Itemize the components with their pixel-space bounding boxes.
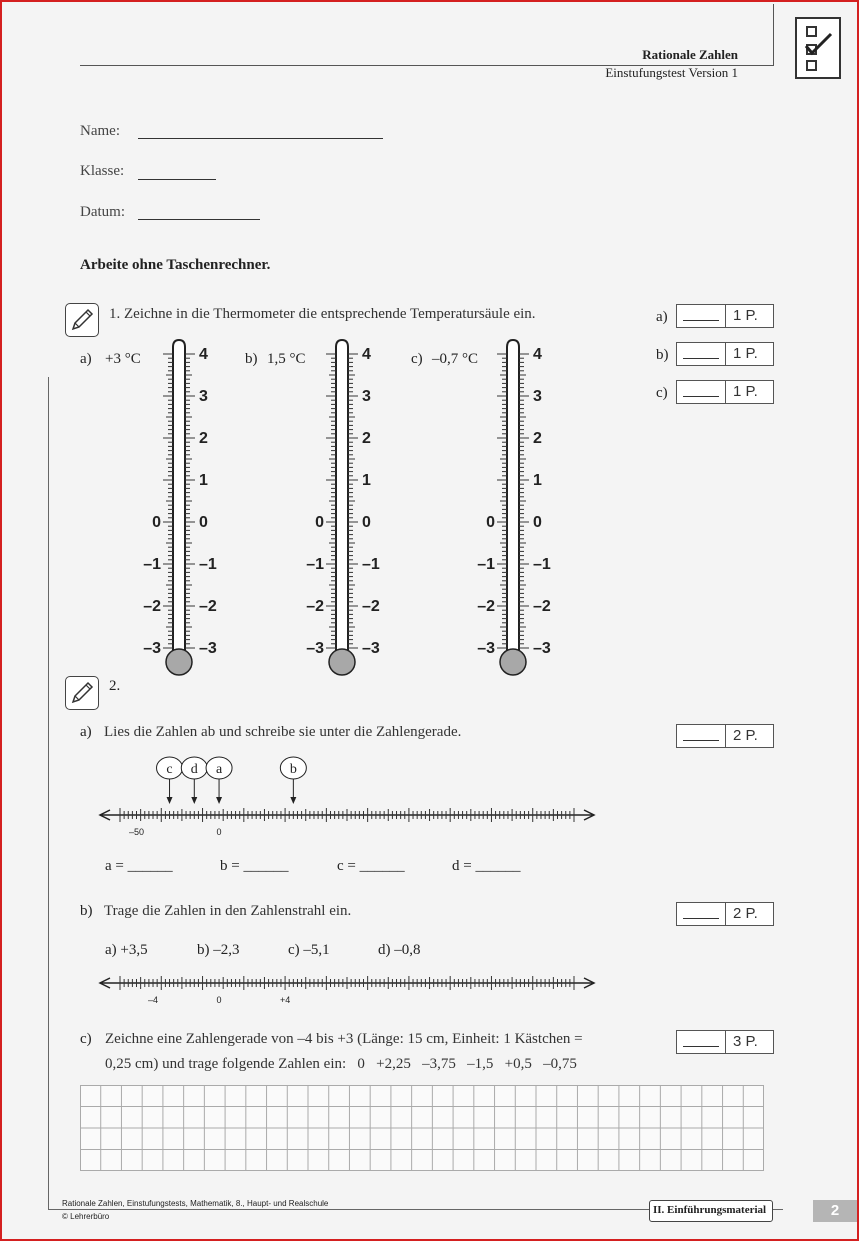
task2b-value-d: d) –0,8 xyxy=(378,942,421,958)
datum-field[interactable] xyxy=(138,219,260,220)
thermometer-scale-label-left: –2 xyxy=(306,598,324,615)
number-line-b[interactable] xyxy=(92,968,602,1008)
thermometer-scale-label-right: 1 xyxy=(362,472,371,489)
thermometer-scale-label-right: –1 xyxy=(362,556,380,573)
score-box-1b[interactable] xyxy=(676,342,774,366)
score-box-1c[interactable] xyxy=(676,380,774,404)
footer-section-tab xyxy=(649,1200,773,1222)
thermometer-scale-label-right: 1 xyxy=(533,472,542,489)
marker-label: b xyxy=(289,762,297,777)
thermometer-temperature: 1,5 °C xyxy=(267,351,306,367)
left-margin-line xyxy=(48,377,49,1209)
thermometer-scale-label-right: –1 xyxy=(533,556,551,573)
thermometer-scale-label-right: –3 xyxy=(199,640,217,657)
klasse-label: Klasse: xyxy=(80,163,125,179)
name-label: Name: xyxy=(80,123,120,139)
header-title: Rationale Zahlen xyxy=(642,47,738,62)
thermometer[interactable] xyxy=(466,337,556,677)
task1-text: 1. Zeichne in die Thermometer die entsprechende Temperatursäule ein. xyxy=(109,306,536,322)
arrow-down-icon xyxy=(191,797,197,804)
number-line-tick-label: –4 xyxy=(148,995,159,1005)
marker-label: a xyxy=(215,762,223,777)
thermometer-scale-label-right: 0 xyxy=(533,514,542,531)
thermometer-bulb xyxy=(500,649,526,675)
datum-label: Datum: xyxy=(80,204,125,220)
arrow-down-icon xyxy=(216,797,222,804)
thermometer-scale-label-right: 3 xyxy=(362,388,371,405)
header-subtitle: Einstufungstest Version 1 xyxy=(605,65,738,80)
name-field[interactable] xyxy=(138,138,383,139)
score-label-c: c) xyxy=(656,385,668,401)
marker-label: d xyxy=(190,762,198,777)
footer-section-label: II. Einführungsmaterial xyxy=(653,1204,767,1216)
thermometer-scale-label-right: 3 xyxy=(199,388,208,405)
score-box-1a[interactable] xyxy=(676,304,774,328)
thermometer-scale-label-left: 0 xyxy=(315,514,324,531)
score-points: 1 P. xyxy=(733,307,758,324)
thermometer-scale-label-right: 0 xyxy=(362,514,371,531)
score-points: 1 P. xyxy=(733,383,758,400)
thermometer[interactable] xyxy=(295,337,385,677)
task2c-label: c) xyxy=(80,1031,92,1047)
score-box-2a[interactable] xyxy=(676,724,774,748)
header-right-rule xyxy=(773,4,774,66)
score-points: 2 P. xyxy=(733,905,758,922)
task2c-line2: 0,25 cm) und trage folgende Zahlen ein: 0 +2,25 –3,75 –1,5 +0,5 –0,75 xyxy=(105,1056,577,1072)
number-line-tick-label: 0 xyxy=(216,995,222,1005)
task2a-label: a) xyxy=(80,724,92,740)
thermometer-scale-label-right: –3 xyxy=(533,640,551,657)
thermometer-tube[interactable] xyxy=(173,340,185,659)
thermometer-bulb xyxy=(329,649,355,675)
thermometer-scale-label-right: 2 xyxy=(199,430,208,447)
task2b-value-b: b) –2,3 xyxy=(197,942,240,958)
footer-text-1: Rationale Zahlen, Einstufungstests, Mathematik, 8., Haupt- und Realschule xyxy=(62,1199,329,1208)
thermometer-scale-label-left: –2 xyxy=(477,598,495,615)
score-label-b: b) xyxy=(656,347,669,363)
thermometer-scale-label-left: –3 xyxy=(306,640,324,657)
thermometer-scale-label-left: 0 xyxy=(152,514,161,531)
thermometer-scale-label-left: –1 xyxy=(306,556,324,573)
task2b-value-c: c) –5,1 xyxy=(288,942,330,958)
thermometer-scale-label-right: 4 xyxy=(533,346,542,363)
page-number: 2 xyxy=(830,1202,840,1219)
thermometer-scale-label-right: 1 xyxy=(199,472,208,489)
thermometer-scale-label-right: 2 xyxy=(533,430,542,447)
arrow-down-icon xyxy=(167,797,173,804)
thermometer-scale-label-right: 3 xyxy=(533,388,542,405)
score-box-2c[interactable] xyxy=(676,1030,774,1054)
thermometer-item-label: a) xyxy=(80,351,92,367)
pencil-icon xyxy=(65,303,99,337)
page-number-badge xyxy=(813,1200,857,1222)
answer-d[interactable]: d = ______ xyxy=(452,858,521,874)
instruction-text: Arbeite ohne Taschenrechner. xyxy=(80,257,271,273)
task2c-line1: Zeichne eine Zahlengerade von –4 bis +3 (Länge: 15 cm, Einheit: 1 Kästchen = xyxy=(105,1031,583,1047)
answer-a[interactable]: a = ______ xyxy=(105,858,173,874)
thermometer-scale-label-left: –3 xyxy=(143,640,161,657)
thermometer-scale-label-left: –2 xyxy=(143,598,161,615)
score-points: 1 P. xyxy=(733,345,758,362)
task2b-value-a: a) +3,5 xyxy=(105,942,148,958)
thermometer-temperature: –0,7 °C xyxy=(432,351,479,367)
thermometer-scale-label-right: 0 xyxy=(199,514,208,531)
answer-c[interactable]: c = ______ xyxy=(337,858,405,874)
task2b-label: b) xyxy=(80,903,93,919)
thermometer-scale-label-left: –1 xyxy=(477,556,495,573)
thermometer-bulb xyxy=(166,649,192,675)
arrow-down-icon xyxy=(290,797,296,804)
number-line-tick-label: 0 xyxy=(216,827,222,837)
pencil-icon xyxy=(65,676,99,710)
thermometer[interactable] xyxy=(132,337,222,677)
thermometer-scale-label-right: 2 xyxy=(362,430,371,447)
thermometer-scale-label-right: –2 xyxy=(199,598,217,615)
answer-b[interactable]: b = ______ xyxy=(220,858,289,874)
number-line-tick-label: –50 xyxy=(128,827,145,837)
thermometer-temperature: +3 °C xyxy=(105,351,141,367)
number-line-tick-label: +4 xyxy=(279,995,291,1005)
thermometer-scale-label-right: –2 xyxy=(533,598,551,615)
footer-text-2: © Lehrerbüro xyxy=(62,1212,110,1221)
checklist-icon xyxy=(795,17,841,79)
thermometer-tube[interactable] xyxy=(336,340,348,659)
thermometer-scale-label-left: –1 xyxy=(143,556,161,573)
score-box-2b[interactable] xyxy=(676,902,774,926)
thermometer-item-label: b) xyxy=(245,351,258,367)
thermometer-item-label: c) xyxy=(411,351,423,367)
thermometer-tube[interactable] xyxy=(507,340,519,659)
task2b-text: Trage die Zahlen in den Zahlenstrahl ein. xyxy=(104,903,352,919)
thermometer-scale-label-left: 0 xyxy=(486,514,495,531)
marker-label: c xyxy=(166,762,173,777)
thermometer-scale-label-left: –3 xyxy=(477,640,495,657)
number-line-a xyxy=(92,752,602,842)
klasse-field[interactable] xyxy=(138,179,216,180)
score-points: 3 P. xyxy=(733,1033,758,1050)
task2a-text: Lies die Zahlen ab und schreibe sie unter die Zahlengerade. xyxy=(104,724,462,740)
thermometer-scale-label-right: –3 xyxy=(362,640,380,657)
score-points: 2 P. xyxy=(733,727,758,744)
drawing-grid[interactable] xyxy=(80,1085,764,1171)
thermometer-scale-label-right: 4 xyxy=(199,346,208,363)
thermometer-scale-label-right: –1 xyxy=(199,556,217,573)
task2-number: 2. xyxy=(109,678,121,694)
thermometer-scale-label-right: 4 xyxy=(362,346,371,363)
score-label-a: a) xyxy=(656,309,668,325)
thermometer-scale-label-right: –2 xyxy=(362,598,380,615)
